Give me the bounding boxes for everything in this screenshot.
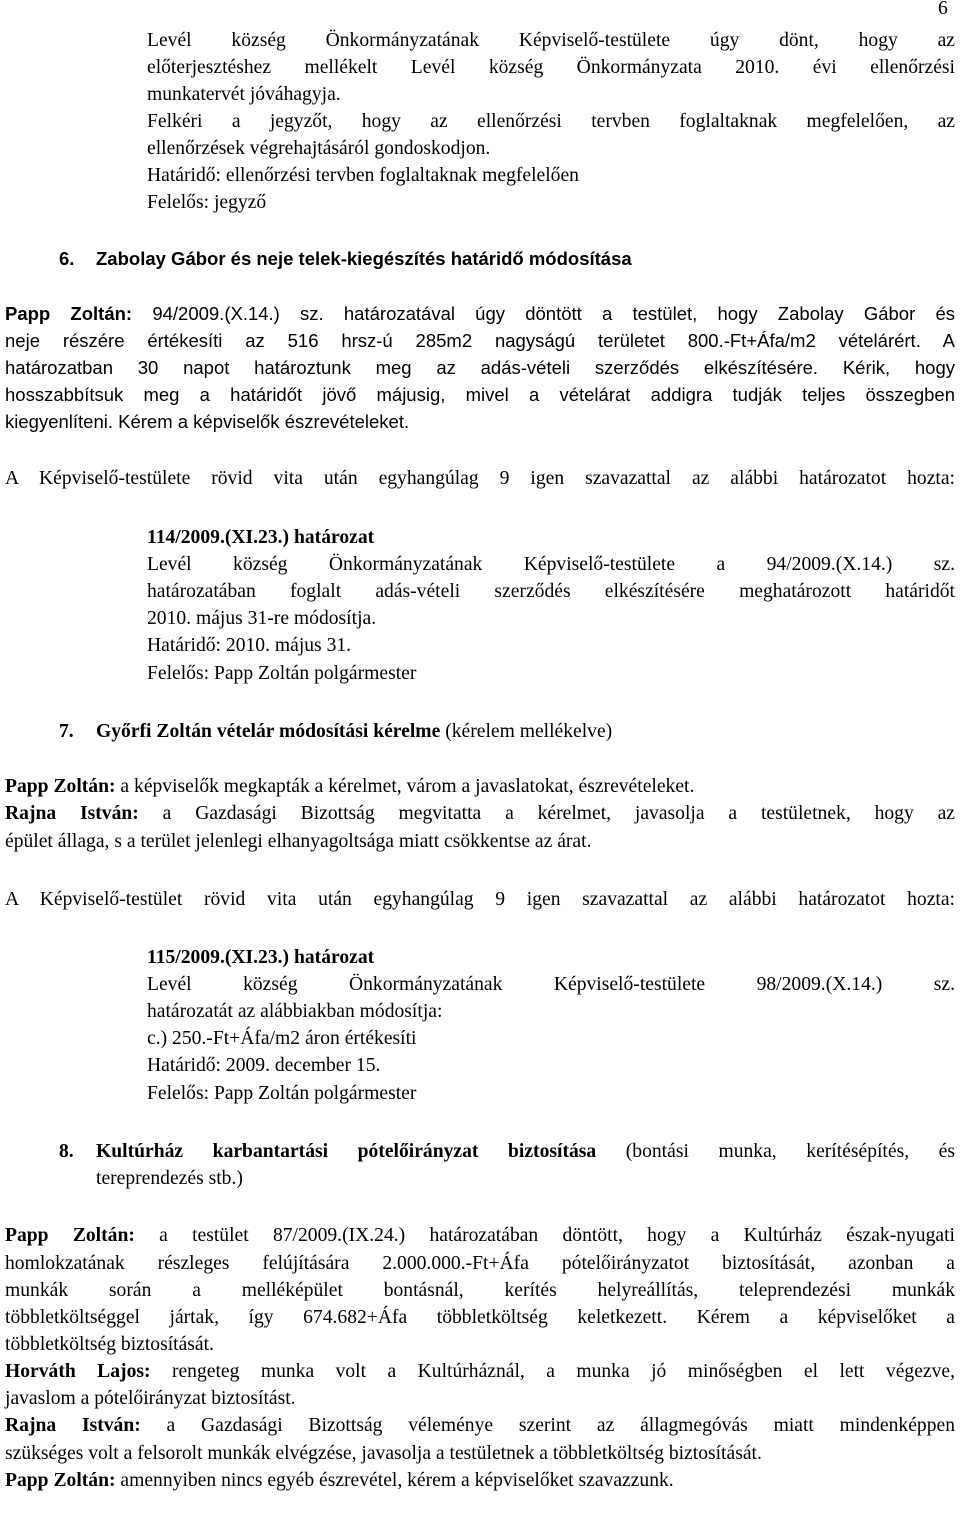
speaker-papp-zoltan: Papp Zoltán:	[5, 776, 116, 797]
item8-speaker-2-line-2: javaslom a pótelőirányzat biztosítást.	[5, 1388, 296, 1409]
resolution-115-deadline: Határidő: 2009. december 15.	[147, 1055, 381, 1076]
resolution-114-responsible: Felelős: Papp Zoltán polgármester	[147, 663, 417, 684]
item6-number: 6.	[59, 248, 75, 269]
resolution-114-line-2: határozatában foglalt adás-vételi szerződés elkészítésére meghatározott határidőt	[147, 581, 955, 602]
resolution-115-line-2: határozatát az alábbiakban módosítja:	[147, 1001, 443, 1022]
speaker-papp-zoltan: Papp Zoltán:	[5, 1470, 116, 1491]
item8-speaker-3-line-1: Rajna István: a Gazdasági Bizottság véleménye szerint az állagmegóvás miatt mindenképpen	[5, 1415, 955, 1436]
resolution-115-heading: 115/2009.(XI.23.) határozat	[147, 947, 375, 968]
speaker-rajna-istvan: Rajna István:	[5, 1415, 141, 1436]
item8-speaker-1-line-4: többletköltséggel jártak, így 674.682+Áfa többletköltség keletkezett. Kérem a képviselőket a	[5, 1307, 955, 1328]
resolution-114-heading: 114/2009.(XI.23.) határozat	[147, 527, 375, 548]
item6-para-line-4: hosszabbítsuk meg a határidőt jövő májusig, mivel a vételárat addigra tudják teljes összegben	[5, 384, 955, 405]
page-number: 6	[938, 0, 948, 19]
intro-responsible: Felelős: jegyző	[147, 192, 267, 213]
resolution-115-responsible: Felelős: Papp Zoltán polgármester	[147, 1083, 417, 1104]
item6-title: Zabolay Gábor és neje telek-kiegészítés határidő módosítása	[96, 248, 632, 269]
item8-speaker-1-line-3: munkák során a melléképület bontásnál, kerítés helyreállítás, teleprendezési munkák	[5, 1280, 955, 1301]
item6-para-line-5: kiegyenlíteni. Kérem a képviselők észrevételeket.	[5, 411, 410, 432]
intro-deadline: Határidő: ellenőrzési tervben foglaltaknak megfelelően	[147, 165, 579, 186]
speaker-rajna-istvan: Rajna István:	[5, 803, 139, 824]
item8-title: Kultúrház karbantartási pótelőirányzat biztosítása (bontási munka, kerítésépítés, és	[96, 1141, 955, 1162]
item7-speaker-2-line-1: Rajna István: a Gazdasági Bizottság megvitatta a kérelmet, javasolja a testületnek, hogy az	[5, 803, 956, 824]
item6-para-line-1: Papp Zoltán: 94/2009.(X.14.) sz. határozatával úgy döntött a testület, hogy Zabolay Gábor és	[5, 303, 955, 324]
item7-vote-statement: A Képviselő-testület rövid vita után egyhangúlag 9 igen szavazattal az alábbi határozatot hozta:	[5, 889, 955, 910]
item8-speaker-4: Papp Zoltán: amennyiben nincs egyéb észrevétel, kérem a képviselőket szavazzunk.	[5, 1470, 674, 1491]
item8-speaker-1-line-5: többletköltség biztosítását.	[5, 1334, 214, 1355]
item7-title: Győrfi Zoltán vételár módosítási kérelme (kérelem mellékelve)	[96, 721, 613, 742]
item8-speaker-2-line-1: Horváth Lajos: rengeteg munka volt a Kultúrháznál, a munka jó minőségben el lett végezve,	[5, 1361, 955, 1382]
resolution-114-line-1: Levél község Önkormányzatának Képviselő-testülete a 94/2009.(X.14.) sz.	[147, 554, 955, 575]
item7-number: 7.	[59, 721, 74, 742]
item7-speaker-1: Papp Zoltán: a képviselők megkapták a kérelmet, várom a javaslatokat, észrevételeket.	[5, 776, 695, 797]
item6-para-line-2: neje részére értékesíti az 516 hrsz-ú 285m2 nagyságú területet 800.-Ft+Áfa/m2 vételárért. A	[5, 330, 955, 351]
speaker-papp-zoltan: Papp Zoltán:	[5, 1225, 135, 1246]
item8-title-line-2: tereprendezés stb.)	[96, 1168, 243, 1189]
intro-line-2: előterjesztéshez mellékelt Levél község Önkormányzata 2010. évi ellenőrzési	[147, 57, 955, 78]
item8-number: 8.	[59, 1141, 74, 1162]
resolution-115-line-1: Levél község Önkormányzatának Képviselő-testülete 98/2009.(X.14.) sz.	[147, 974, 955, 995]
item6-vote-statement: A Képviselő-testülete rövid vita után egyhangúlag 9 igen szavazattal az alábbi határozatot hozta:	[5, 468, 955, 489]
intro-line-3: munkatervét jóváhagyja.	[147, 84, 341, 105]
item6-para-line-3: határozatban 30 napot határoztunk meg az adás-vételi szerződés elkészítésére. Kérik, hogy	[5, 357, 955, 378]
speaker-papp-zoltan: Papp Zoltán:	[5, 303, 133, 324]
item8-speaker-3-line-2: szükséges volt a felsorolt munkák elvégzése, javasolja a testületnek a többletköltség biztosítását.	[5, 1443, 762, 1464]
item7-speaker-2-line-2: épület állaga, s a terület jelenlegi elhanyagoltsága miatt csökkentse az árat.	[5, 831, 592, 852]
resolution-114-line-3: 2010. május 31-re módosítja.	[147, 608, 377, 629]
intro-line-1: Levél község Önkormányzatának Képviselő-testülete úgy dönt, hogy az	[147, 30, 955, 51]
item8-speaker-1-line-2: homlokzatának részleges felújítására 2.000.000.-Ft+Áfa pótelőirányzatot biztosítását, azonban a	[5, 1253, 955, 1274]
intro-line-5: ellenőrzések végrehajtásáról gondoskodjon.	[147, 138, 491, 159]
resolution-115-line-3: c.) 250.-Ft+Áfa/m2 áron értékesíti	[147, 1028, 417, 1049]
speaker-horvath-lajos: Horváth Lajos:	[5, 1361, 151, 1382]
item8-speaker-1-line-1: Papp Zoltán: a testület 87/2009.(IX.24.) határozatában döntött, hogy a Kultúrház észak-nyugati	[5, 1225, 955, 1246]
intro-line-4: Felkéri a jegyzőt, hogy az ellenőrzési tervben foglaltaknak megfelelően, az	[147, 111, 955, 132]
resolution-114-deadline: Határidő: 2010. május 31.	[147, 635, 352, 656]
